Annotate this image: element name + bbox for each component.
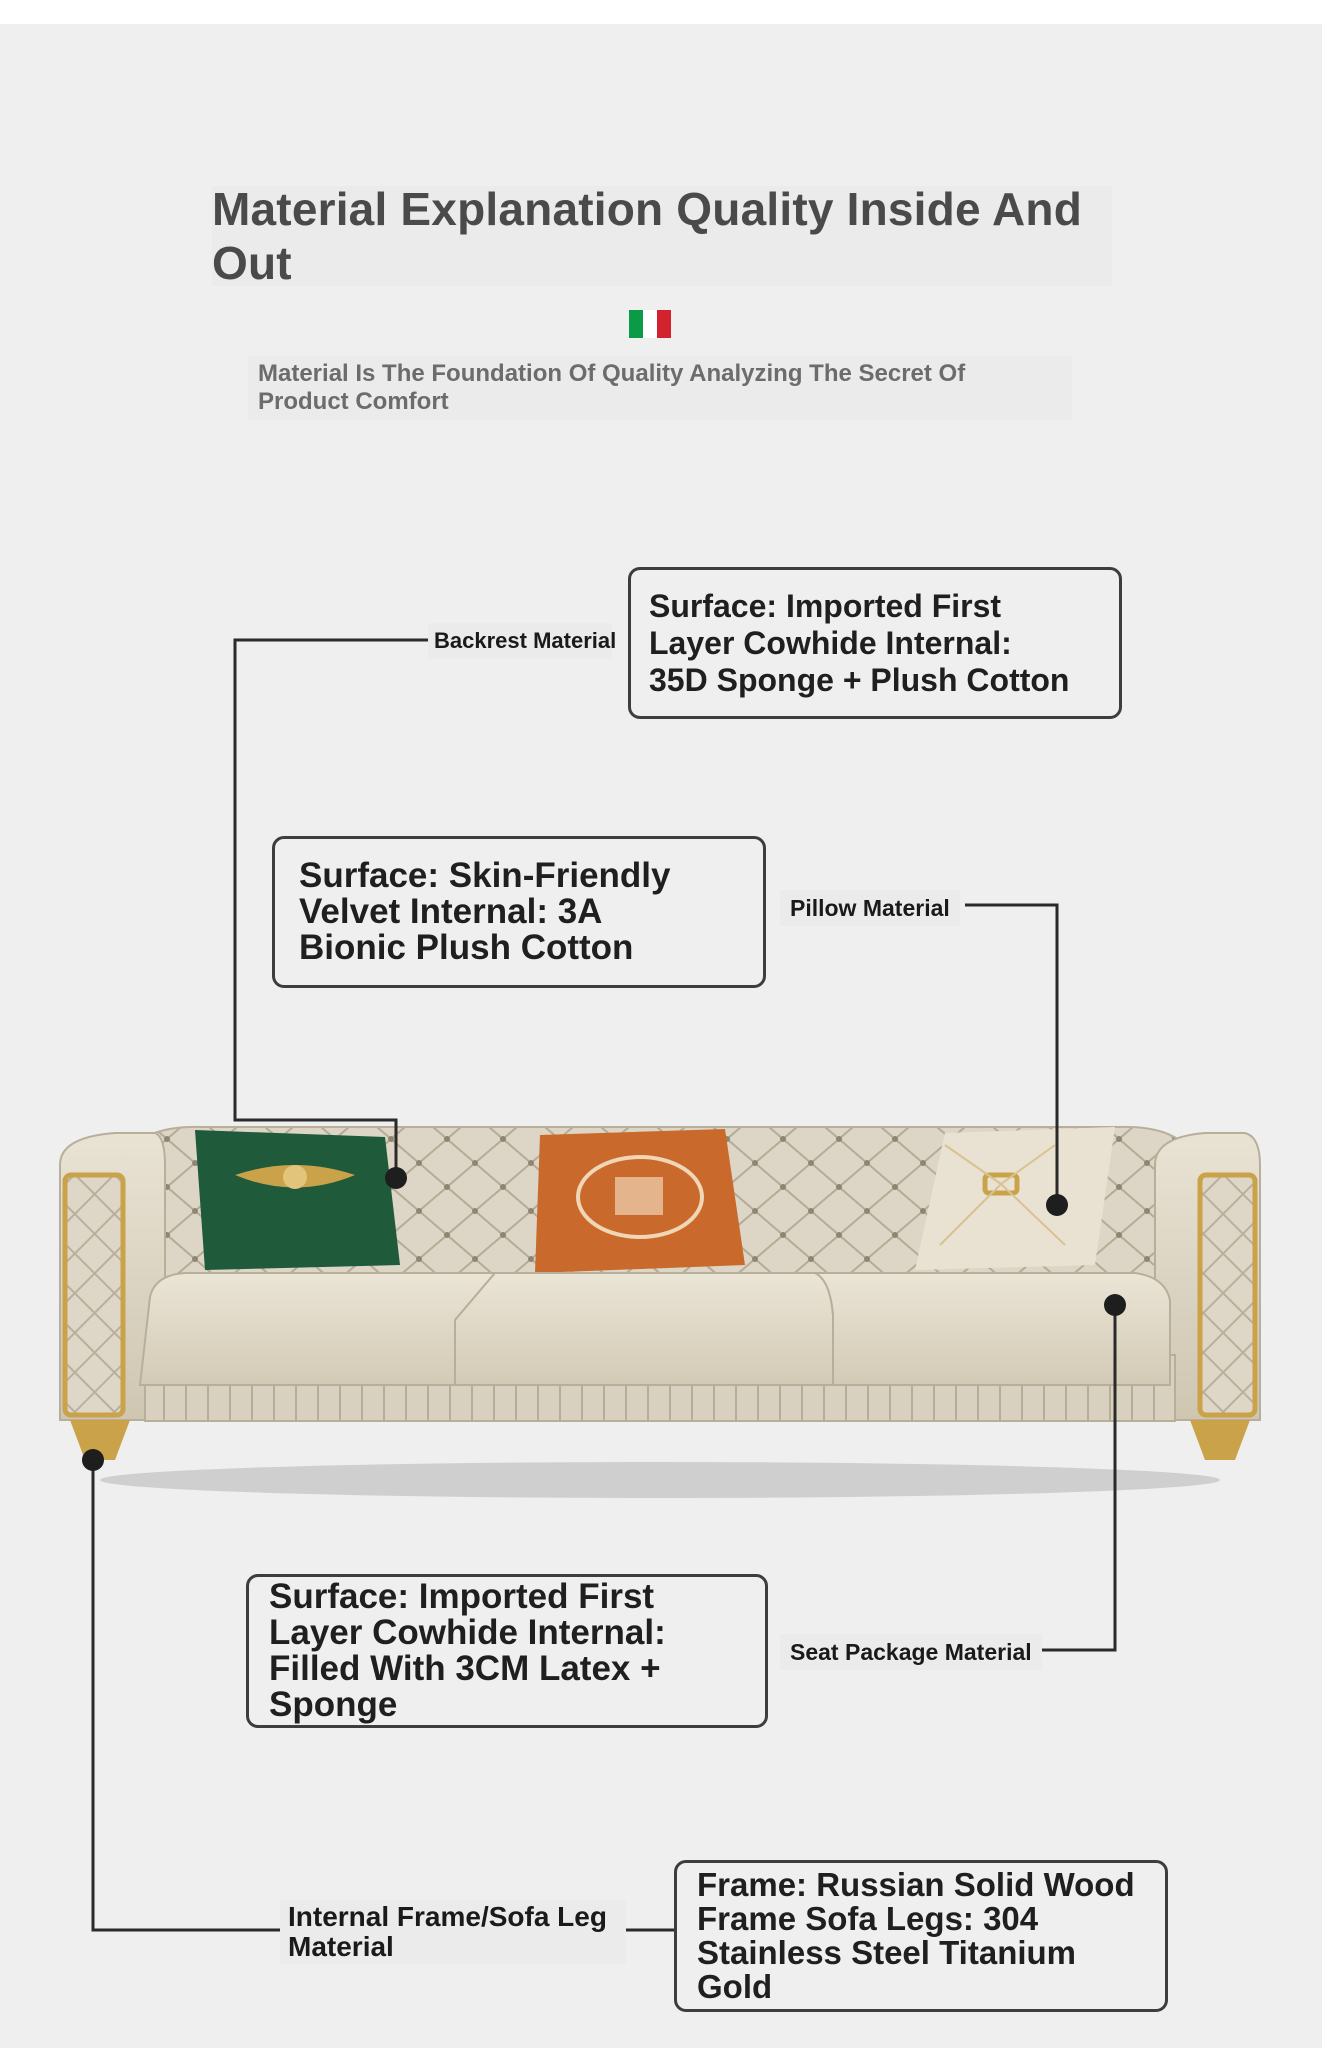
pillow-line: [965, 905, 1057, 1205]
frame-dot: [82, 1449, 104, 1471]
backrest-desc-box: [628, 567, 1122, 719]
seat-desc: Surface: Imported First Layer Cowhide Internal: Filled With 3CM Latex + Sponge: [269, 1577, 666, 1724]
frame-desc: Frame: Russian Solid Wood Frame Sofa Legs: 304 Stainless Steel Titanium Gold: [697, 1866, 1135, 2005]
seat-line: [1010, 1305, 1115, 1650]
seat-desc-box: [246, 1574, 768, 1728]
backrest-dot: [385, 1167, 407, 1189]
page-title: Material Explanation Quality Inside And Out: [212, 186, 1112, 286]
pillow-desc-box: [272, 836, 766, 988]
seat-label: Seat Package Material: [780, 1634, 1042, 1670]
pillow-dot: [1046, 1194, 1068, 1216]
backrest-label: Backrest Material: [428, 623, 612, 659]
pillow-label: Pillow Material: [780, 890, 960, 926]
page-subtitle: Material Is The Foundation Of Quality Analyzing The Secret Of Product Comfort: [248, 356, 1072, 420]
pillow-desc: Surface: Skin-Friendly Velvet Internal: 3A Bionic Plush Cotton: [299, 856, 671, 967]
backrest-desc: Surface: Imported First Layer Cowhide Internal: 35D Sponge + Plush Cotton: [649, 587, 1070, 698]
seat-dot: [1104, 1294, 1126, 1316]
frame-desc-box: [674, 1860, 1168, 2012]
frame-label: Internal Frame/Sofa Leg Material: [280, 1900, 626, 1964]
